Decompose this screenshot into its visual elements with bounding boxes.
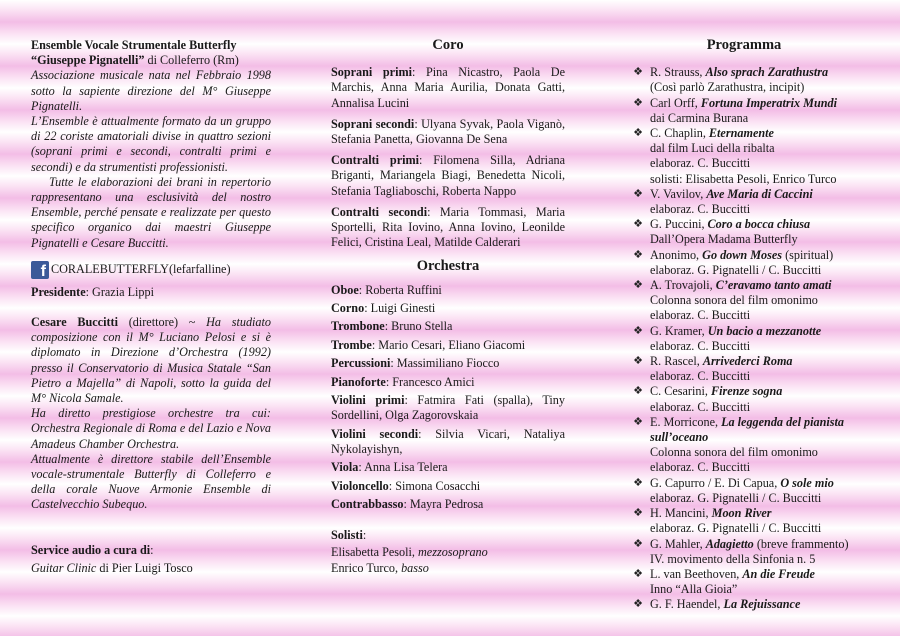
program-item: [626, 217, 862, 247]
orchestra-section: [331, 393, 565, 423]
composer: G. Mahler,: [650, 536, 706, 551]
facebook-icon: f: [31, 261, 49, 279]
work-title: Arrivederci Roma: [702, 354, 793, 369]
program-item: [626, 126, 862, 187]
section-label: Pianoforte: [331, 374, 386, 389]
composer: L. van Beethoven,: [650, 566, 743, 581]
program-item: [626, 476, 862, 506]
program-item-body: [650, 384, 862, 414]
orchestra-section: [331, 460, 565, 475]
program-detail: elaboraz. C. Buccitti: [650, 156, 751, 171]
audio-company: Guitar Clinic: [31, 560, 97, 575]
ensemble-place: di Colleferro (Rm): [144, 53, 239, 68]
composer: G. Puccini,: [650, 217, 708, 232]
orchestra-section: [331, 427, 565, 457]
composer: C. Cesarini,: [650, 384, 711, 399]
director-name: Cesare Buccitti: [31, 315, 118, 330]
composer: V. Vavilov,: [650, 186, 707, 201]
section-members: : Francesco Amici: [385, 374, 475, 389]
program-item: [626, 324, 862, 354]
orchestra-section: [331, 497, 565, 512]
program-item-title: [650, 324, 862, 339]
section-label: Contralti primi: [331, 153, 420, 168]
coro-section: [331, 153, 565, 199]
section-members: : Fatmira Fati (spalla), Tiny Sordellini, Olga Zagorovskaia: [331, 392, 565, 423]
orchestra-section: [331, 356, 565, 371]
director-orchestras: Ha diretto prestigiose orchestre tra cui: Orchestra Regionale di Roma e del Lazio e Nova Amadeus Chamber Orchestra.: [31, 406, 271, 451]
diamond-bullet-icon: ❖: [633, 385, 643, 398]
work-title: Also sprach Zarathustra: [705, 65, 829, 80]
program-item-title: [650, 248, 862, 263]
program-detail: Dall’Opera Madama Butterfly: [650, 232, 798, 247]
section-members: : Filomena Silla, Adriana Briganti, Mariangela Biagi, Benedetta Nicoli, Stefania Tagliaboschi, Roberta Nappo: [331, 153, 565, 198]
coro-list: [331, 65, 565, 250]
diamond-bullet-icon: ❖: [633, 507, 643, 520]
program-detail: elaboraz. G. Pignatelli / C. Buccitti: [650, 521, 822, 536]
section-members: : Mayra Pedrosa: [403, 496, 484, 511]
diamond-bullet-icon: ❖: [633, 415, 643, 428]
work-title: Fortuna Imperatrix Mundi: [700, 95, 838, 110]
program-item: [626, 65, 862, 95]
program-item-body: [650, 567, 862, 597]
president-label: Presidente: [31, 284, 86, 299]
soloist: [331, 545, 565, 560]
program-item-title: [650, 415, 862, 445]
composer: G. Kramer,: [650, 323, 708, 338]
program-detail: elaboraz. C. Buccitti: [650, 460, 751, 475]
coro-section: [331, 117, 565, 147]
program-item: [626, 415, 862, 476]
orchestra-list: [331, 283, 565, 513]
work-title: Coro a bocca chiusa: [707, 217, 811, 232]
program-item: [626, 187, 862, 217]
program-item-title: [650, 506, 862, 521]
section-label: Soprani secondi: [331, 116, 415, 131]
program-item-title: [650, 278, 862, 293]
coro-section: [331, 205, 565, 251]
program-detail: elaboraz. G. Pignatelli / C. Buccitti: [650, 490, 822, 505]
soloist: [331, 561, 565, 576]
program-item-body: [650, 415, 862, 476]
program-item-body: [650, 278, 862, 324]
diamond-bullet-icon: ❖: [633, 187, 643, 200]
soloist-voice: basso: [401, 560, 429, 575]
section-members: : Ulyana Syvak, Paola Viganò, Stefania Panetta, Giovanna De Sena: [331, 116, 565, 147]
program-item: [626, 248, 862, 278]
composer: C. Chaplin,: [650, 126, 709, 141]
program-detail: elaboraz. C. Buccitti: [650, 338, 751, 353]
composer: H. Mancini,: [650, 506, 712, 521]
president-name: : Grazia Lippi: [85, 284, 154, 299]
program-item-body: [650, 217, 862, 247]
diamond-bullet-icon: ❖: [633, 248, 643, 261]
orchestra-section: [331, 479, 565, 494]
soloist-name: Elisabetta Pesoli,: [331, 545, 418, 560]
program-item-body: [650, 65, 862, 95]
work-title: Moon River: [711, 506, 772, 521]
work-title: Ave Maria di Caccini: [706, 186, 813, 201]
orchestra-title: Orchestra: [416, 258, 480, 275]
section-label: Viola: [331, 460, 359, 475]
program-item-body: [650, 597, 862, 612]
diamond-bullet-icon: ❖: [633, 324, 643, 337]
ensemble-composition: L’Ensemble è attualmente formato da un gruppo di 22 coriste amatoriali divise in quattro sezioni (soprani primi e secondi, contralti primi e secondi) e da strumentisti professionisti.: [31, 114, 271, 174]
program-title: Programma: [706, 37, 782, 53]
composer: G. Capurro / E. Di Capua,: [650, 475, 781, 490]
work-title: O sole mio: [780, 475, 834, 490]
section-members: : Simona Cosacchi: [388, 478, 481, 493]
program-item-title: [650, 217, 862, 232]
audio-service: [31, 561, 271, 576]
program-item: [626, 567, 862, 597]
diamond-bullet-icon: ❖: [633, 127, 643, 140]
program-item-body: [650, 476, 862, 506]
program-item: [626, 278, 862, 324]
work-title: Go down Moses: [702, 247, 783, 262]
program-item: [626, 506, 862, 536]
composer: E. Morricone,: [650, 414, 722, 429]
diamond-bullet-icon: ❖: [633, 355, 643, 368]
diamond-bullet-icon: ❖: [633, 537, 643, 550]
program-item-title: [650, 126, 862, 141]
coro-title: Coro: [432, 37, 464, 53]
director-bio-text: Ha studiato composizione con il M° Luciano Pelosi e si è diplomato in Direzione d’Orchestra (1992) presso il Conservatorio di Musica Statale “San Pietro a Majella” di Napoli, sotto la guida del M° Nicola Samale.: [31, 315, 272, 406]
program-item-body: [650, 506, 862, 536]
director-bio: [31, 315, 271, 406]
section-members: : Anna Lisa Telera: [358, 460, 448, 475]
program-item-body: [650, 96, 862, 126]
program-item-title: [650, 476, 862, 491]
program-item-title: [650, 187, 862, 202]
program-detail: solisti: Elisabetta Pesoli, Enrico Turco: [650, 171, 837, 186]
section-members: : Maria Tommasi, Maria Sportelli, Rita Iovino, Anna Iovino, Leonilde Felici, Cristina Leal, Matilde Calderari: [331, 204, 565, 250]
section-label: Contralti secondi: [331, 204, 428, 219]
orchestra-section: [331, 283, 565, 298]
program-item: [626, 537, 862, 567]
audio-owner: di Pier Luigi Tosco: [96, 560, 193, 575]
program-detail: dai Carmina Burana: [650, 110, 749, 125]
program-detail: elaboraz. C. Buccitti: [650, 399, 751, 414]
program-item-body: [650, 126, 862, 187]
work-title: Adagietto: [705, 536, 754, 551]
section-label: Oboe: [331, 282, 359, 297]
program-item-body: [650, 248, 862, 278]
ensemble-name: Ensemble Vocale Strumentale Butterfly: [31, 38, 237, 52]
work-title: Firenze sogna: [710, 384, 783, 399]
work-title: La leggenda del pianista sull’oceano: [650, 414, 844, 445]
composer: G. F. Haendel,: [650, 597, 724, 612]
program-item: [626, 597, 862, 612]
soloist-name: Enrico Turco,: [331, 560, 402, 575]
program-item-body: [650, 537, 862, 567]
section-label: Trombe: [331, 337, 372, 352]
program-detail: IV. movimento della Sinfonia n. 5: [650, 551, 816, 566]
ensemble-intro: Associazione musicale nata nel Febbraio 1998 sotto la sapiente direzione del M° Giuseppe Pignatelli.: [31, 68, 271, 113]
soloists-list: [331, 545, 565, 575]
work-title: C’eravamo tanto amati: [715, 278, 832, 293]
section-label: Corno: [331, 301, 365, 316]
section-members: : Pina Nicastro, Paola De Marchis, Anna Maria Aurilia, Donata Gatti, Annalisa Lucini: [331, 65, 565, 110]
program-list: [626, 65, 862, 612]
section-members: : Luigi Ginesti: [364, 301, 436, 316]
program-detail: dal film Luci della ribalta: [650, 141, 775, 156]
orchestra-section: [331, 375, 565, 390]
soloists-label: Solisti:: [331, 528, 367, 543]
ensemble-dedicatee: “Giuseppe Pignatelli”: [31, 53, 145, 68]
program-item-title: [650, 597, 862, 612]
section-label: Soprani primi: [331, 65, 413, 80]
program-detail: Colonna sonora del film omonimo: [650, 293, 818, 308]
work-title: La Rejuissance: [723, 597, 801, 612]
work-title: Un bacio a mezzanotte: [707, 323, 822, 338]
section-label: Contrabbasso: [331, 496, 404, 511]
director-role: (direttore) ~: [117, 315, 207, 330]
program-column: [626, 38, 862, 613]
program-detail: elaboraz. G. Pignatelli / C. Buccitti: [650, 262, 822, 277]
program-item: [626, 96, 862, 126]
section-label: Percussioni: [331, 356, 391, 371]
composer: R. Rascel,: [650, 354, 703, 369]
work-title: Eternamente: [708, 126, 774, 141]
composer: Carl Orff,: [650, 95, 701, 110]
program-item-title: [650, 384, 862, 399]
ensemble-column: [31, 38, 271, 576]
program-detail: (Così parlò Zarathustra, incipit): [650, 80, 805, 95]
program-detail: Inno “Alla Gioia”: [650, 582, 738, 597]
program-detail: elaboraz. C. Buccitti: [650, 202, 751, 217]
ensemble-subtitle: [31, 53, 271, 68]
section-label: Violini secondi: [331, 426, 419, 441]
president-line: [31, 285, 271, 300]
composer: A. Trovajoli,: [650, 278, 716, 293]
section-members: : Bruno Stella: [384, 319, 453, 334]
section-members: : Silvia Vicari, Nataliya Nykolayishyn,: [331, 426, 565, 456]
diamond-bullet-icon: ❖: [633, 96, 643, 109]
program-item-title: [650, 65, 862, 80]
performers-column: [331, 38, 565, 576]
coro-section: [331, 65, 565, 111]
program-item: [626, 384, 862, 414]
section-label: Violoncello: [331, 478, 389, 493]
soloist-voice: mezzosoprano: [418, 545, 488, 560]
section-label: Violini primi: [331, 392, 405, 407]
diamond-bullet-icon: ❖: [633, 218, 643, 231]
program-item-title: [650, 354, 862, 369]
composer: R. Strauss,: [650, 65, 706, 80]
program-detail: Colonna sonora del film omonimo: [650, 445, 818, 460]
program-item-body: [650, 187, 862, 217]
work-note: (breve frammento): [753, 536, 849, 551]
work-note: (spiritual): [782, 247, 834, 262]
work-title: An die Freude: [742, 566, 815, 581]
diamond-bullet-icon: ❖: [633, 279, 643, 292]
diamond-bullet-icon: ❖: [633, 598, 643, 611]
program-item-title: [650, 96, 862, 111]
orchestra-section: [331, 338, 565, 353]
section-members: : Mario Cesari, Eliano Giacomi: [371, 337, 526, 352]
program-item-title: [650, 567, 862, 582]
program-detail: elaboraz. C. Buccitti: [650, 308, 751, 323]
program-item-title: [650, 537, 862, 552]
program-item-body: [650, 354, 862, 384]
section-label: Trombone: [331, 319, 385, 334]
section-members: : Roberta Ruffini: [358, 282, 442, 297]
diamond-bullet-icon: ❖: [633, 66, 643, 79]
orchestra-section: [331, 319, 565, 334]
ensemble-arrangements: Tutte le elaborazioni dei brani in repertorio rappresentano una esclusività del nostro Ensemble, perché pensate e realizzate per questo specifico organico dai maestri Giuseppe Pignatelli e Cesare Buccitti.: [31, 174, 271, 250]
section-members: : Massimiliano Fiocco: [390, 356, 500, 371]
diamond-bullet-icon: ❖: [633, 567, 643, 580]
facebook-handle[interactable]: CORALEBUTTERFLY(lefarfalline): [51, 262, 231, 277]
director-current: Attualmente è direttore stabile dell’Ensemble vocale-strumentale Butterfly di Colleferro e della corale Nuove Armonie Ensemble di Castelvecchio Subequo.: [31, 451, 271, 512]
composer: Anonimo,: [650, 247, 703, 262]
audio-service-label: Service audio a cura di:: [31, 542, 154, 557]
orchestra-section: [331, 301, 565, 316]
program-item-body: [650, 324, 862, 354]
diamond-bullet-icon: ❖: [633, 476, 643, 489]
facebook-link[interactable]: [31, 261, 271, 279]
program-item: [626, 354, 862, 384]
program-detail: elaboraz. C. Buccitti: [650, 369, 751, 384]
